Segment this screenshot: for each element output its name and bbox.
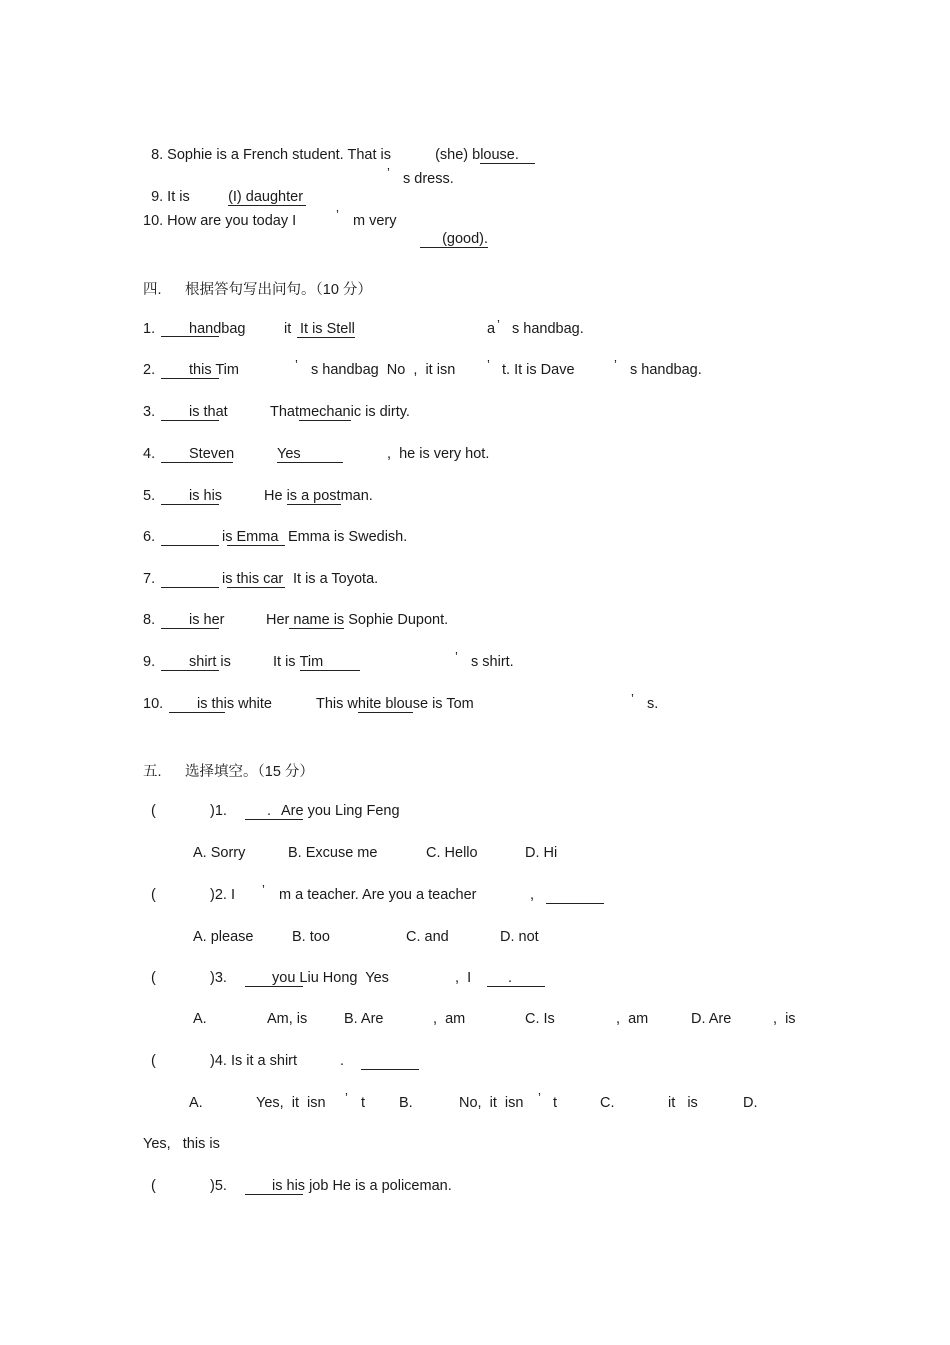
q3-9-answer: (I) daughter xyxy=(220,170,306,206)
part5-heading: 选择填空。（15 分） xyxy=(185,764,314,780)
q3-10: 10. How are you today I xyxy=(143,213,297,229)
q3-9: 9. It is xyxy=(151,189,190,205)
part4-heading: 根据答句写出问句。（10 分） xyxy=(185,282,372,298)
part4-number: 四. xyxy=(143,282,162,298)
q3-8-answer: (she) blouse. xyxy=(427,128,535,164)
q3-8: 8. Sophie is a French student. That is xyxy=(151,147,391,163)
part5-number: 五. xyxy=(143,764,162,780)
